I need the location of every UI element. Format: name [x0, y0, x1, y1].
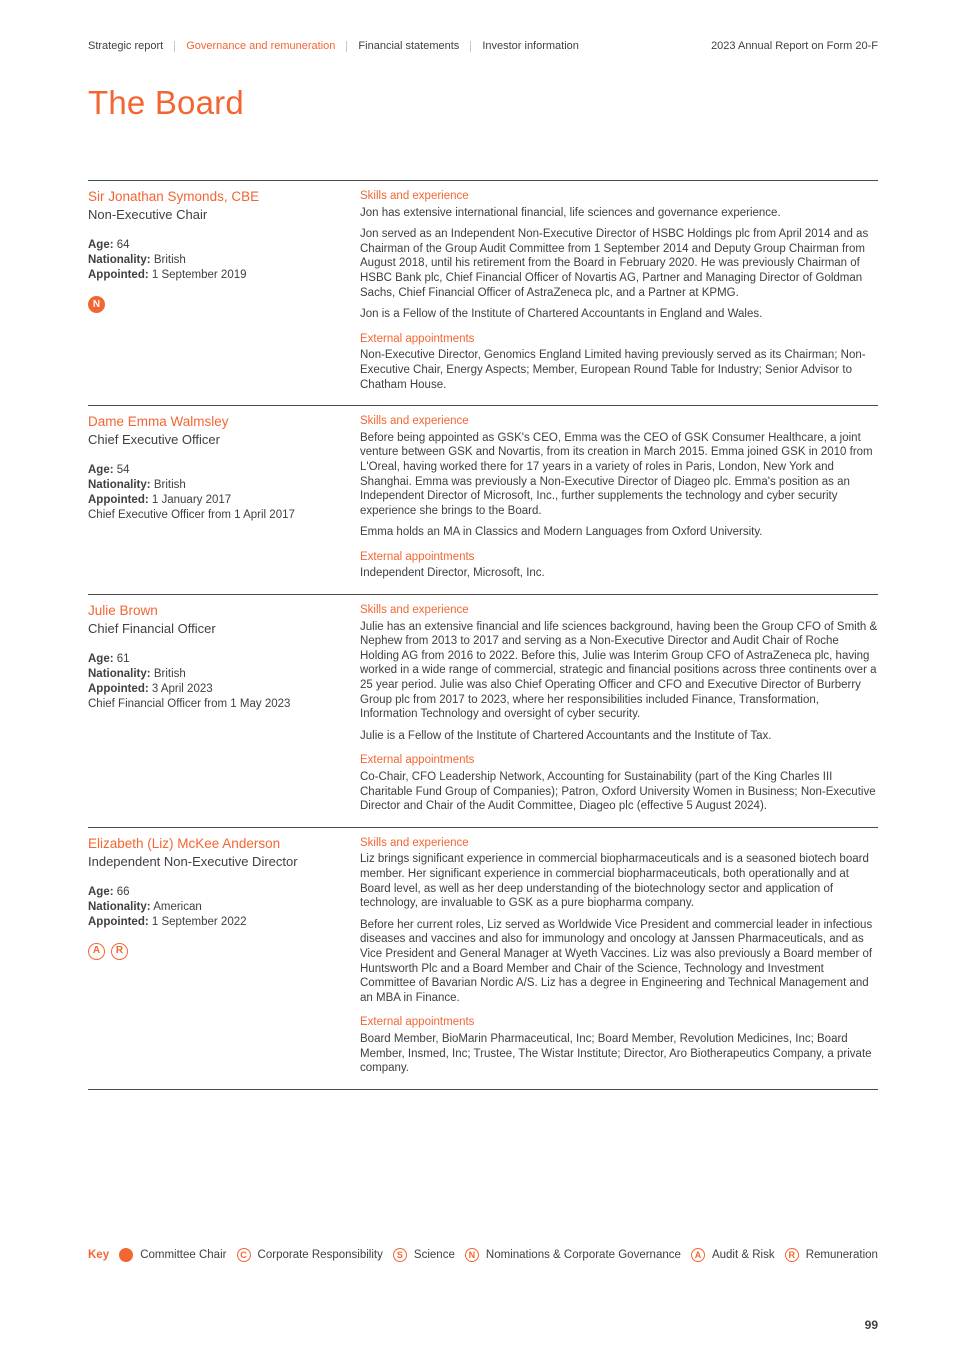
member-appointed: Appointed: 1 September 2019 — [88, 269, 247, 281]
member-role: Independent Non-Executive Director — [88, 853, 298, 869]
page-number: 99 — [864, 1318, 878, 1332]
skills-paragraph: Jon has extensive international financial, life sciences and governance experience. — [360, 206, 781, 219]
skills-paragraph: Jon served as an Independent Non-Executive Director of HSBC Holdings plc from April 2014 and as Chairman of the Group Audit Committee from 1 September 2014 and Deputy Group Chairman from August 2018, until his retirement from the Board in February 2020. He was previously Chairman of HSBC Bank plc, Chief Financial Officer of Novartis AG, Partner and Managing Director of Goldman Sachs, Chief Financial Officer of AstraZeneca plc, and a Partner at KPMG. — [360, 228, 869, 299]
audit-risk-badge-icon: A — [691, 1248, 705, 1262]
external-appointments-heading: External appointments — [360, 754, 475, 767]
key-item-label: Audit & Risk — [711, 1249, 775, 1261]
member-age: Age: 54 — [88, 464, 130, 477]
external-appointments-heading: External appointments — [360, 332, 475, 345]
member-nationality: Nationality: British — [88, 479, 186, 492]
external-appointments-text: Board Member, BioMarin Pharmaceutical, Inc; Board Member, Revolution Medicines, Inc; Board Member, Insmed, Inc; Trustee, The Wistar Institute; Director, Aro Biotherapeutics Company, a private company. — [360, 1032, 872, 1075]
external-appointments-text: Independent Director, Microsoft, Inc. — [360, 567, 545, 580]
member-facts — [88, 463, 306, 523]
skills-paragraph: Before being appointed as GSK's CEO, Emma was the CEO of GSK Consumer Healthcare, a joint venture between GSK and Novartis, from its creation in March 2015. Emma joined GSK in 2010 from L'Oreal, having worked there for 17 years in a variety of roles in Paris, London, New York and Shanghai. Emma was previously a Non-Executive Director of Diageo plc. Emma's position as an Independent Director of Microsoft, Inc., further supplements the technology and cyber security experience she brings to the Board. — [360, 431, 873, 517]
member-name: Sir Jonathan Symonds, CBE — [88, 189, 260, 204]
key-item-committee-chair — [119, 1248, 226, 1262]
remuneration-badge-icon: R — [785, 1248, 799, 1262]
member-name: Julie Brown — [88, 603, 158, 619]
nav-item-governance-and-remuneration[interactable]: Governance and remuneration — [186, 40, 336, 52]
member-committee-badges — [88, 943, 336, 960]
nav-item-financial-statements[interactable]: Financial statements — [358, 40, 460, 52]
member-bio-column — [360, 189, 878, 392]
key-item-remuneration — [785, 1248, 878, 1262]
key-label: Key — [88, 1249, 110, 1261]
key-item-corporate-responsibility — [237, 1248, 383, 1262]
section-nav — [88, 40, 579, 52]
key-item-science — [393, 1248, 455, 1262]
member-extra-role: Chief Financial Officer from 1 May 2023 — [88, 698, 291, 711]
remuneration-badge-icon: R — [111, 943, 128, 960]
top-navigation — [88, 40, 878, 52]
committee-key-legend — [88, 1248, 878, 1262]
member-name: Dame Emma Walmsley — [88, 414, 229, 430]
member-bio-column — [360, 603, 878, 814]
member-age: Age: 61 — [88, 653, 130, 666]
member-facts — [88, 652, 306, 712]
member-role: Non-Executive Chair — [88, 207, 208, 222]
skills-paragraph: Julie has an extensive financial and life sciences background, having been the Group CFO of Smith & Nephew from 2013 to 2017 and serving as a Non-Executive Director and Audit Chair of Roche Holding AG from 2016 to 2022. Before this, Julie was Interim Group CFO of AstraZeneca plc, having worked in a wide range of commercial, strategic and financial positions across three continents over a 25 year period. Julie was also Chief Operating Officer and CFO and Executive Director of Burberry Group plc from 2017 to 2023, where her responsibilities included Finance, Transformation, Information Technology and oversight of cyber security. — [360, 620, 878, 721]
board-member-section — [88, 180, 878, 405]
key-item-label: Remuneration — [805, 1249, 878, 1261]
member-profile-column — [88, 189, 360, 392]
key-item-label: Committee Chair — [140, 1249, 227, 1261]
skills-paragraph: Emma holds an MA in Classics and Modern Languages from Oxford University. — [360, 526, 763, 539]
nav-divider — [174, 41, 175, 52]
member-role: Chief Financial Officer — [88, 621, 216, 637]
corporate-responsibility-badge-icon: C — [237, 1248, 251, 1262]
committee-chair-dot-icon — [119, 1248, 133, 1262]
member-bio-column — [360, 414, 878, 581]
member-age: Age: 66 — [88, 885, 130, 898]
skills-paragraph: Liz brings significant experience in commercial biopharmaceuticals and is a seasoned biotech board member. Her significant experience in commercial biopharmaceuticals, both operationally and at Board level, as well as her deep understanding of the biotechnology sector and application of technology, are invaluable to GSK as a pure biopharma company. — [360, 853, 869, 910]
nominations-committee-chair-badge-icon: N — [88, 296, 105, 313]
key-item-nominations-corporate-governance — [465, 1248, 681, 1262]
nav-divider — [346, 41, 347, 52]
skills-heading: Skills and experience — [360, 190, 469, 202]
key-item-audit-risk — [691, 1248, 775, 1262]
member-profile-column — [88, 603, 360, 814]
board-member-section — [88, 594, 878, 827]
member-nationality: Nationality: British — [88, 254, 186, 266]
member-profile-column — [88, 414, 360, 581]
external-appointments-text: Non-Executive Director, Genomics England Limited having previously served as its Chairman; Non-Executive Chair, Energy Aspects; Member, European Round Table for Industry; Senior Advisor to Chatham House. — [360, 349, 866, 391]
report-edition-label: 2023 Annual Report on Form 20-F — [711, 40, 878, 52]
nav-item-strategic-report[interactable]: Strategic report — [88, 40, 164, 52]
nominations-badge-icon: N — [465, 1248, 479, 1262]
nav-divider — [470, 41, 471, 52]
member-appointed: Appointed: 3 April 2023 — [88, 683, 213, 696]
member-nationality: Nationality: British — [88, 668, 186, 681]
member-name: Elizabeth (Liz) McKee Anderson — [88, 835, 281, 851]
board-member-section — [88, 827, 878, 1090]
page-title: The Board — [88, 84, 244, 121]
science-badge-icon: S — [393, 1248, 407, 1262]
external-appointments-heading: External appointments — [360, 550, 475, 563]
member-age: Age: 64 — [88, 239, 130, 251]
key-item-label: Corporate Responsibility — [257, 1249, 383, 1261]
audit-risk-badge-icon: A — [88, 943, 105, 960]
skills-heading: Skills and experience — [360, 415, 469, 428]
nav-item-investor-information[interactable]: Investor information — [482, 40, 579, 52]
member-facts — [88, 238, 306, 283]
member-bio-column — [360, 836, 878, 1076]
external-appointments-heading: External appointments — [360, 1016, 475, 1029]
member-nationality: Nationality: American — [88, 900, 202, 913]
board-member-section — [88, 405, 878, 594]
key-item-label: Nominations & Corporate Governance — [485, 1249, 681, 1261]
member-role: Chief Executive Officer — [88, 432, 220, 448]
member-appointed: Appointed: 1 January 2017 — [88, 494, 232, 507]
external-appointments-text: Co-Chair, CFO Leadership Network, Accounting for Sustainability (part of the King Charles III Charitable Fund Group of Companies); Patron, Oxford University Women in Business; Non-Executive Director and Chair of the Audit Committee, Diageo plc (effective 5 August 2024). — [360, 771, 876, 813]
skills-paragraph: Before her current roles, Liz served as Worldwide Vice President and commercial leader in infectious diseases and vaccines and also for immunology and oncology at Janssen Pharmaceuticals, and as Vice President and General Manager at Wyeth Vaccines. Liz was also previously a Board member of Huntsworth Plc and a Board Member and Chair of the Science, Technology and Investment Committee of Bavarian Nordic A/S. Liz has a degree in Engineering and Technical Management and an MBA in Finance. — [360, 918, 873, 1004]
member-appointed: Appointed: 1 September 2022 — [88, 915, 247, 928]
board-members-list — [88, 180, 878, 1090]
member-committee-badges — [88, 296, 336, 313]
member-extra-role: Chief Executive Officer from 1 April 2017 — [88, 509, 295, 522]
key-item-label: Science — [413, 1249, 455, 1261]
member-profile-column — [88, 836, 360, 1076]
skills-paragraph: Jon is a Fellow of the Institute of Chartered Accountants in England and Wales. — [360, 308, 763, 321]
skills-heading: Skills and experience — [360, 604, 469, 617]
skills-paragraph: Julie is a Fellow of the Institute of Chartered Accountants and the Institute of Tax. — [360, 729, 772, 742]
skills-heading: Skills and experience — [360, 836, 469, 849]
member-facts — [88, 885, 306, 930]
